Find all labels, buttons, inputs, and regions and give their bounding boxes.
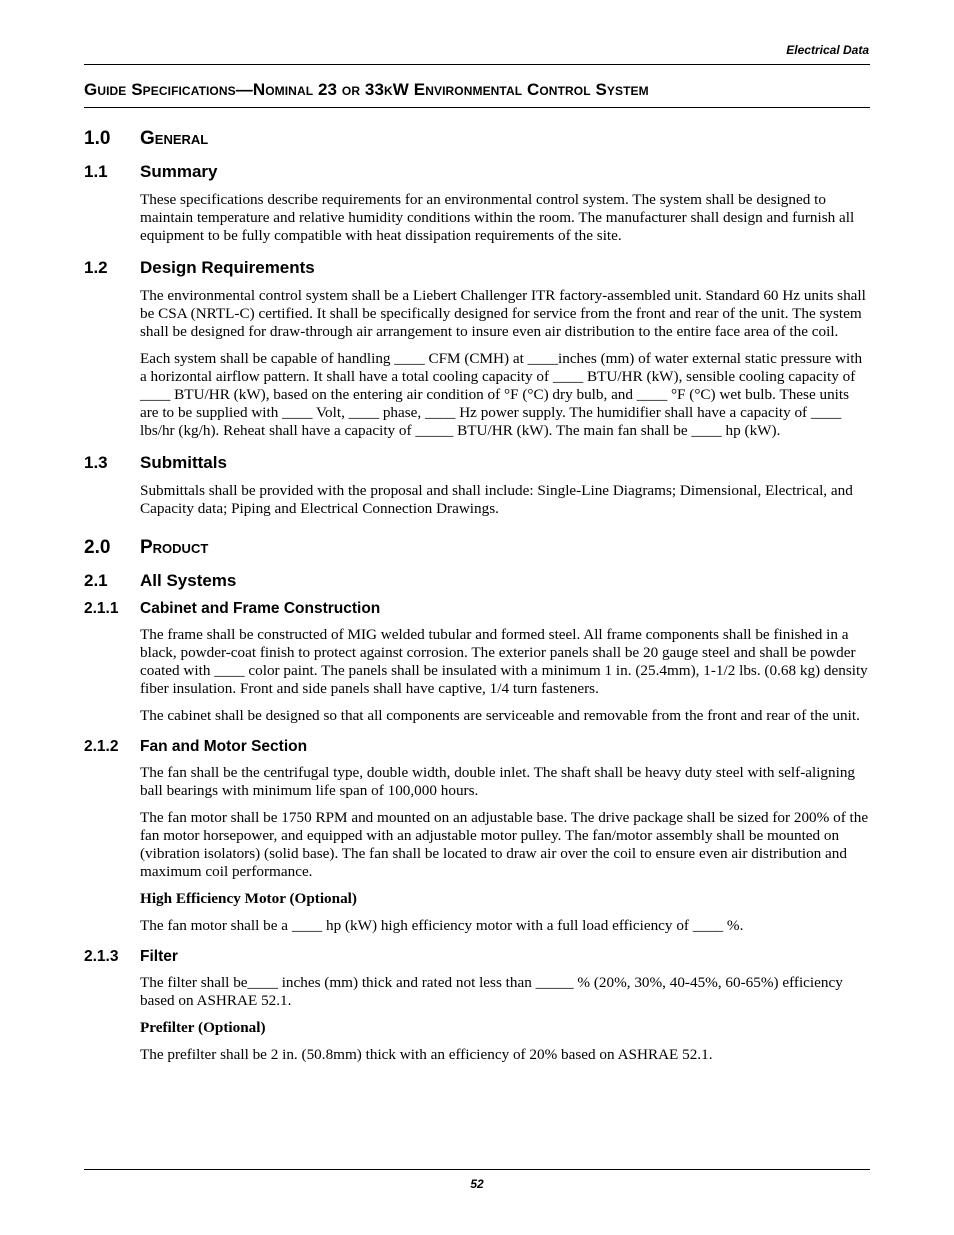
header-rule — [84, 64, 870, 65]
fan-motor-paragraph: The fan motor shall be 1750 RPM and mounted on an adjustable base. The drive package shall be sized for 200% of the fan motor horsepower, and equipped with an adjustable motor pulley. The fan/motor assembly shall be mounted on (vibration isolators) (solid base). The fan shall be located to draw air over the coil to ensure even air distribution and maximum coil performance. — [140, 809, 869, 880]
cabinet-paragraph: The frame shall be constructed of MIG welded tubular and formed steel. All frame components shall be finished in a black, powder-coat finish to protect against corrosion. The exterior panels shall be 20 gauge steel and shall be powder coated with ____ color paint. The panels shall be insulated with a minimum 1 in. (25.4mm), 1-1/2 lbs. (0.68 kg) density fiber insulation. Front and side panels shall have captive, 1/4 turn fasteners. — [140, 626, 868, 697]
page-number: 52 — [470, 1177, 484, 1191]
subheading-filter — [84, 948, 870, 966]
footer-rule — [84, 1169, 870, 1170]
subsection-number: 1.3 — [84, 453, 108, 472]
section-title: General — [140, 128, 209, 149]
subsection-title: All Systems — [140, 571, 237, 590]
subsection-title: Submittals — [140, 453, 227, 472]
optional-heading-high-efficiency-motor: High Efficiency Motor (Optional) — [140, 890, 357, 907]
subheading-cabinet-frame — [84, 600, 870, 618]
subheading-title: Filter — [140, 948, 178, 965]
section-heading-product — [84, 537, 870, 559]
document-title: Guide Specifications—Nominal 23 or 33kW Environmental Control System — [84, 80, 649, 99]
subsection-heading-summary — [84, 162, 870, 182]
section-heading-general — [84, 128, 870, 150]
section-title: Product — [140, 537, 209, 558]
cabinet-paragraph: The cabinet shall be designed so that all components are serviceable and removable from the front and rear of the unit. — [140, 707, 860, 724]
prefilter-paragraph: The prefilter shall be 2 in. (50.8mm) thick with an efficiency of 20% based on ASHRAE 52.1. — [140, 1046, 713, 1063]
subsection-title: Summary — [140, 162, 218, 181]
subsection-number: 1.1 — [84, 162, 108, 181]
filter-paragraph: The filter shall be____ inches (mm) thick and rated not less than _____ % (20%, 30%, 40-45%, 60-65%) efficiency based on ASHRAE 52.1. — [140, 974, 843, 1009]
summary-paragraph: These specifications describe requirements for an environmental control system. The system shall be designed to maintain temperature and relative humidity conditions within the room. The manufacturer shall design and furnish all equipment to be fully compatible with heat dissipation requirements of the site. — [140, 191, 855, 244]
section-number: 1.0 — [84, 128, 111, 149]
fan-motor-paragraph: The fan shall be the centrifugal type, double width, double inlet. The shaft shall be heavy duty steel with self-aligning ball bearings with minimum life span of 100,000 hours. — [140, 764, 856, 799]
title-rule — [84, 107, 870, 108]
design-requirements-paragraph: The environmental control system shall be a Liebert Challenger ITR factory-assembled unit. Standard 60 Hz units shall be CSA (NRTL-C) certified. It shall be specifically designed for service from the front and rear of the unit. The system shall be designed for draw-through air arrangement to insure even air distribution to the entire face area of the coil. — [140, 287, 866, 340]
subsection-number: 1.2 — [84, 258, 108, 277]
subheading-number: 2.1.3 — [84, 948, 119, 965]
subheading-title: Fan and Motor Section — [140, 738, 308, 755]
subheading-number: 2.1.1 — [84, 600, 119, 617]
high-efficiency-motor-paragraph: The fan motor shall be a ____ hp (kW) high efficiency motor with a full load efficiency of ____ %. — [140, 917, 744, 934]
subsection-number: 2.1 — [84, 571, 108, 590]
document-body — [84, 128, 870, 1073]
subsection-heading-submittals — [84, 453, 870, 473]
design-requirements-paragraph: Each system shall be capable of handling ____ CFM (CMH) at ____inches (mm) of water external static pressure with a horizontal airflow pattern. It shall have a total cooling capacity of ____ BTU/HR (kW), sensible cooling capacity of ____ BTU/HR (kW), based on the entering air condition of °F (°C) dry bulb, and ____ °F (°C) wet bulb. These units are to be supplied with ____ Volt, ____ phase, ____ Hz power supply. The humidifier shall have a capacity of ____ lbs/hr (kg/h). Reheat shall have a capacity of _____ BTU/HR (kW). The main fan shall be ____ hp (kW). — [140, 350, 863, 439]
subheading-number: 2.1.2 — [84, 738, 119, 755]
subheading-title: Cabinet and Frame Construction — [140, 600, 381, 617]
running-header: Electrical Data — [786, 43, 869, 57]
submittals-paragraph: Submittals shall be provided with the proposal and shall include: Single-Line Diagrams; Dimensional, Electrical, and Capacity data; Piping and Electrical Connection Drawings. — [140, 482, 853, 517]
subsection-heading-all-systems — [84, 571, 870, 591]
section-number: 2.0 — [84, 537, 111, 558]
subsection-heading-design-requirements — [84, 258, 870, 278]
subsection-title: Design Requirements — [140, 258, 315, 277]
optional-heading-prefilter: Prefilter (Optional) — [140, 1019, 266, 1036]
subheading-fan-motor — [84, 738, 870, 756]
